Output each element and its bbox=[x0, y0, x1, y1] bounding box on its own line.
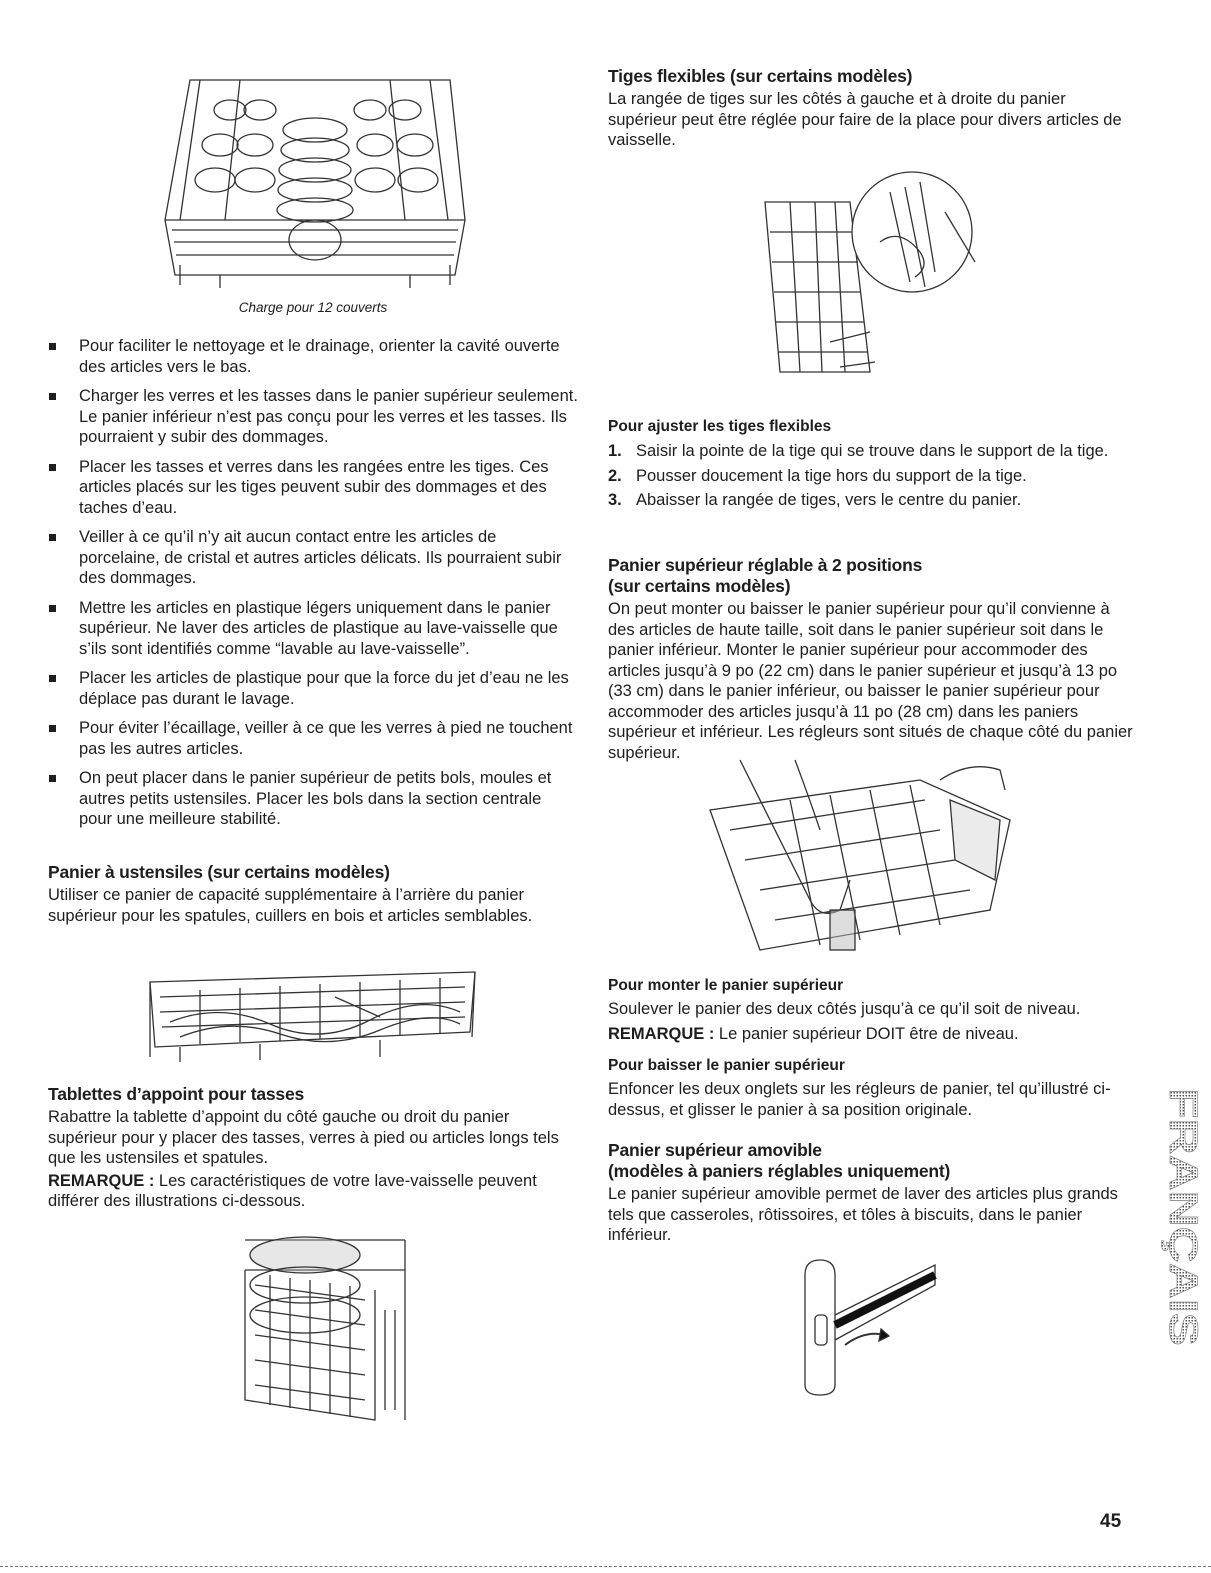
section-heading-line2: (sur certains modèles) bbox=[608, 576, 791, 596]
flexible-tines-section bbox=[608, 66, 1133, 151]
section-heading: Pour monter le panier supérieur bbox=[608, 977, 844, 994]
utensil-basket-section bbox=[48, 862, 578, 926]
lower-rack-section bbox=[608, 1056, 1133, 1120]
list-item: On peut placer dans le panier supérieur de petits bols, moules et autres petits ustensiles. Placer les bols dans la section centrale pour une meilleure stabilité. bbox=[48, 768, 578, 830]
list-item: 2. Pousser doucement la tige hors du support de la tige. bbox=[608, 466, 1027, 485]
cup-shelves-section bbox=[48, 1084, 578, 1212]
note-label: REMARQUE : bbox=[608, 1024, 715, 1043]
loading-tips-list bbox=[48, 336, 578, 839]
utensil-basket-illustration bbox=[140, 962, 485, 1067]
list-item: Placer les tasses et verres dans les rangées entre les tiges. Ces articles placés sur les tiges peuvent subir des dommages et des taches d’eau. bbox=[48, 457, 578, 519]
note-text: Le panier supérieur DOIT être de niveau. bbox=[714, 1024, 1019, 1043]
section-heading: Pour ajuster les tiges flexibles bbox=[608, 418, 832, 435]
cup-shelf-illustration bbox=[225, 1230, 410, 1430]
bullet-square-icon bbox=[49, 725, 56, 732]
rack-adjuster-illustration bbox=[700, 760, 1020, 965]
note bbox=[48, 1171, 578, 1212]
section-heading: Tiges flexibles (sur certains modèles) bbox=[608, 66, 913, 86]
bottom-rule bbox=[0, 1566, 1211, 1567]
section-heading: Pour baisser le panier supérieur bbox=[608, 1057, 845, 1074]
section-body: Enfoncer les deux onglets sur les régleurs de panier, tel qu’illustré ci-dessus, et glisser le panier à sa position originale. bbox=[608, 1080, 1111, 1119]
language-side-tab bbox=[1150, 1080, 1205, 1350]
section-heading: Tablettes d’appoint pour tasses bbox=[48, 1084, 305, 1104]
two-position-rack-section bbox=[608, 555, 1133, 763]
bullet-square-icon bbox=[49, 775, 56, 782]
page-number: 45 bbox=[1100, 1511, 1122, 1532]
list-item: Placer les articles de plastique pour que la force du jet d’eau ne les déplace pas durant le lavage. bbox=[48, 668, 578, 709]
raise-rack-section bbox=[608, 976, 1133, 1044]
note-label: REMARQUE : bbox=[48, 1171, 155, 1190]
section-body: Utiliser ce panier de capacité supplémentaire à l’arrière du panier supérieur pour les spatules, cuillers en bois et articles semblables. bbox=[48, 886, 533, 925]
bullet-square-icon bbox=[49, 605, 56, 612]
bullet-square-icon bbox=[49, 464, 56, 471]
list-item: Veiller à ce qu’il n’y ait aucun contact entre les articles de porcelaine, de cristal et autres articles délicats. Ils pourraient subir des dommages. bbox=[48, 527, 578, 589]
section-body: Le panier supérieur amovible permet de laver des articles plus grands tels que casseroles, rôtissoires, et tôles à biscuits, dans le panier inférieur. bbox=[608, 1185, 1118, 1244]
section-heading: Panier à ustensiles (sur certains modèles) bbox=[48, 862, 390, 882]
bullet-square-icon bbox=[49, 393, 56, 400]
flexible-tines-illustration bbox=[760, 172, 985, 387]
bullet-square-icon bbox=[49, 534, 56, 541]
removable-rack-illustration bbox=[795, 1255, 945, 1400]
bullet-square-icon bbox=[49, 675, 56, 682]
section-heading-line2: (modèles à paniers réglables uniquement) bbox=[608, 1161, 951, 1181]
steps-list bbox=[608, 441, 1133, 511]
section-body: Rabattre la tablette d’appoint du côté gauche ou droit du panier supérieur pour y placer des tasses, verres à pied ou articles longs tels que les ustensiles et spatules. bbox=[48, 1108, 559, 1167]
upper-rack-loading-illustration bbox=[160, 70, 470, 290]
language-side-tab-graphic bbox=[1150, 1080, 1205, 1350]
list-item: 3. Abaisser la rangée de tiges, vers le centre du panier. bbox=[608, 491, 1022, 509]
section-body: On peut monter ou baisser le panier supérieur pour qu’il convienne à des articles de haute taille, soit dans le panier supérieur soit dans le panier inférieur. Monter le panier supérieur pour accommoder des articles jusqu’à 9 po (22 cm) dans le panier supérieur et jusqu’à 13 po (33 cm) dans le panier inférieur, ou baisser le panier supérieur pour accommoder des articles jusqu’à 11 po (28 cm) dans les paniers supérieur et inférieur. Les régleurs sont situés de chaque côté du panier supérieur. bbox=[608, 600, 1133, 762]
note bbox=[608, 1024, 1133, 1045]
section-heading: Panier supérieur réglable à 2 positions bbox=[608, 555, 923, 575]
adjust-tines-section bbox=[608, 417, 1133, 515]
section-heading: Panier supérieur amovible bbox=[608, 1140, 822, 1160]
figure-caption: Charge pour 12 couverts bbox=[238, 300, 388, 315]
list-item: Mettre les articles en plastique légers uniquement dans le panier supérieur. Ne laver des articles de plastique au lave-vaisselle que s’ils sont identifiés comme “lavable au lave-vaisselle”. bbox=[48, 598, 578, 660]
section-body: La rangée de tiges sur les côtés à gauche et à droite du panier supérieur peut être réglée pour faire de la place pour divers articles de vaisselle. bbox=[608, 90, 1122, 149]
bullet-square-icon bbox=[49, 343, 56, 350]
list-item: Pour faciliter le nettoyage et le drainage, orienter la cavité ouverte des articles vers le bas. bbox=[48, 336, 578, 377]
list-item: Pour éviter l’écaillage, veiller à ce que les verres à pied ne touchent pas les autres articles. bbox=[48, 718, 578, 759]
list-item: Charger les verres et les tasses dans le panier supérieur seulement. Le panier inférieur n’est pas conçu pour les verres et les tasses. Ils pourraient y subir des dommages. bbox=[48, 386, 578, 448]
note-text: Les caractéristiques de votre lave-vaisselle peuvent différer des illustrations ci-dessous. bbox=[48, 1171, 537, 1210]
removable-rack-section bbox=[608, 1140, 1133, 1246]
list-item: 1. Saisir la pointe de la tige qui se trouve dans le support de la tige. bbox=[608, 442, 1109, 460]
side-tab-label: FRANÇAIS bbox=[1161, 1088, 1205, 1295]
section-body: Soulever le panier des deux côtés jusqu’à ce qu’il soit de niveau. bbox=[608, 1000, 1081, 1018]
